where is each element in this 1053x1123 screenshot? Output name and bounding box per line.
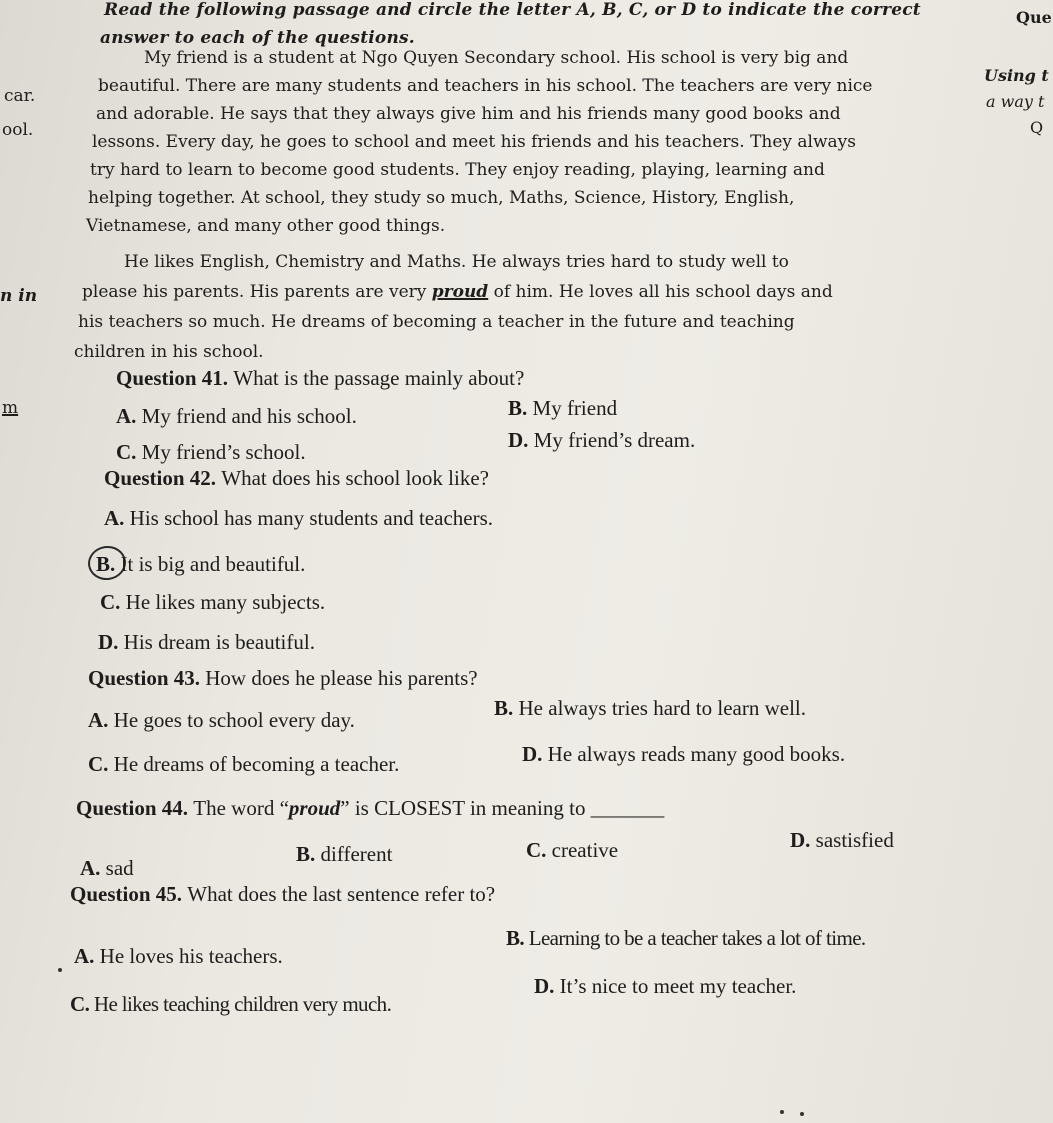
q44-option-b-text: different [320, 842, 393, 866]
q44-option-c-letter: C. [526, 838, 547, 862]
question-43-text: How does he please his parents? [205, 666, 478, 690]
q42-option-a-text: His school has many students and teachers. [129, 506, 494, 530]
question-42-text: What does his school look like? [221, 466, 489, 490]
q44-option-a-letter: A. [80, 856, 101, 880]
passage-line-6: helping together. At school, they study so much, Maths, Science, History, English, [88, 188, 795, 208]
q45-option-d-text: It’s nice to meet my teacher. [559, 974, 797, 998]
question-45-label: Question 45. [70, 882, 183, 906]
question-44-text-post: ” is CLOSEST in meaning to [340, 796, 586, 820]
question-45-text: What does the last sentence refer to? [187, 882, 496, 906]
q45-option-b-letter: B. [506, 926, 525, 950]
q43-option-d-letter: D. [522, 742, 543, 766]
q44-option-c-text: creative [551, 838, 619, 862]
question-44-text-pre: The word “ [193, 796, 289, 820]
stray-dot-mark [58, 968, 62, 972]
q42-option-a[interactable] [104, 506, 493, 531]
q42-option-a-letter: A. [104, 506, 125, 530]
stray-dot-mark-2 [800, 1112, 804, 1116]
instruction-line-2: answer to each of the questions. [100, 28, 415, 48]
q45-option-a-text: He loves his teachers. [99, 944, 283, 968]
passage-line-3: and adorable. He says that they always give him and his friends many good books and [96, 104, 841, 124]
margin-fragment-m: m [2, 398, 19, 418]
passage-line-4: lessons. Every day, he goes to school and meet his friends and his teachers. They always [92, 132, 857, 152]
q45-option-c[interactable] [70, 992, 391, 1017]
margin-fragment-q: Q [1030, 118, 1044, 137]
q45-option-d-letter: D. [534, 974, 555, 998]
q43-option-a[interactable] [88, 708, 355, 733]
q43-option-a-letter: A. [88, 708, 109, 732]
q44-option-d-letter: D. [790, 828, 811, 852]
margin-fragment-car: car. [4, 86, 36, 106]
passage-line-9 [82, 282, 833, 302]
question-41 [116, 366, 524, 391]
passage-line-1: My friend is a student at Ngo Quyen Secondary school. His school is very big and [144, 48, 849, 68]
q41-option-b[interactable] [508, 396, 617, 421]
q41-option-a-text: My friend and his school. [141, 404, 357, 428]
proud-word: proud [431, 282, 489, 302]
instruction-line-1: Read the following passage and circle the letter A, B, C, or D to indicate the correct [104, 0, 921, 20]
q42-option-b[interactable] [96, 552, 305, 577]
passage-line-9-end: of him. He loves all his school days and [493, 282, 833, 302]
margin-fragment-using: Using t [984, 66, 1049, 85]
q43-option-b-text: He always tries hard to learn well. [518, 696, 806, 720]
q42-option-b-letter: B. [96, 552, 116, 576]
margin-fragment-ool: ool. [2, 120, 34, 140]
q43-option-c-letter: C. [88, 752, 109, 776]
q43-option-d[interactable] [522, 742, 845, 767]
q41-option-b-text: My friend [532, 396, 618, 420]
q45-option-a-letter: A. [74, 944, 95, 968]
q41-option-d-text: My friend’s dream. [533, 428, 696, 452]
q41-option-d-letter: D. [508, 428, 529, 452]
q42-option-c-text: He likes many subjects. [125, 590, 326, 614]
q44-option-a[interactable] [80, 856, 134, 881]
q43-option-a-text: He goes to school every day. [113, 708, 355, 732]
q43-option-c[interactable] [88, 752, 399, 777]
question-42-label: Question 42. [104, 466, 217, 490]
q43-option-d-text: He always reads many good books. [547, 742, 846, 766]
q45-option-b[interactable] [506, 926, 866, 951]
q41-option-a[interactable] [116, 404, 357, 429]
q43-option-b[interactable] [494, 696, 806, 721]
question-44 [76, 796, 664, 821]
margin-fragment-que: Que [1016, 8, 1052, 27]
q41-option-c-letter: C. [116, 440, 137, 464]
q42-option-d-letter: D. [98, 630, 119, 654]
q44-option-d[interactable] [790, 828, 894, 853]
passage-line-5: try hard to learn to become good students. They enjoy reading, playing, learning and [90, 160, 825, 180]
q43-option-c-text: He dreams of becoming a teacher. [113, 752, 400, 776]
q44-option-b[interactable] [296, 842, 392, 867]
question-45 [70, 882, 495, 907]
question-44-word: proud [288, 796, 341, 820]
passage-line-10: his teachers so much. He dreams of becoming a teacher in the future and teaching [78, 312, 795, 332]
question-44-label: Question 44. [76, 796, 189, 820]
q45-option-c-text: He likes teaching children very much. [93, 992, 392, 1016]
q42-option-c-letter: C. [100, 590, 121, 614]
question-42 [104, 466, 489, 491]
q41-option-d[interactable] [508, 428, 695, 453]
q44-option-b-letter: B. [296, 842, 316, 866]
question-43 [88, 666, 478, 691]
margin-fragment-a-way: a way t [986, 92, 1045, 111]
question-41-label: Question 41. [116, 366, 229, 390]
q44-option-d-text: sastisfied [815, 828, 894, 852]
stray-dot-mark-3 [780, 1110, 784, 1114]
q41-option-c-text: My friend’s school. [141, 440, 306, 464]
passage-line-7: Vietnamese, and many other good things. [86, 216, 446, 236]
margin-fragment-n-in: n in [0, 286, 38, 306]
passage-line-9-start: please his parents. His parents are very [82, 282, 432, 302]
q42-option-d[interactable] [98, 630, 315, 655]
question-41-text: What is the passage mainly about? [233, 366, 525, 390]
q42-option-d-text: His dream is beautiful. [123, 630, 315, 654]
question-43-label: Question 43. [88, 666, 201, 690]
q45-option-b-text: Learning to be a teacher takes a lot of time. [528, 926, 866, 950]
q45-option-a[interactable] [74, 944, 283, 969]
q44-option-a-text: sad [105, 856, 134, 880]
question-44-blank[interactable]: _______ [590, 796, 665, 820]
q44-option-c[interactable] [526, 838, 618, 863]
q43-option-b-letter: B. [494, 696, 514, 720]
q45-option-c-letter: C. [70, 992, 90, 1016]
q41-option-a-letter: A. [116, 404, 137, 428]
passage-line-11: children in his school. [74, 342, 264, 362]
q42-option-b-text: It is big and beautiful. [120, 552, 306, 576]
q45-option-d[interactable] [534, 974, 796, 999]
q41-option-b-letter: B. [508, 396, 528, 420]
q41-option-c[interactable] [116, 440, 306, 465]
q42-option-c[interactable] [100, 590, 325, 615]
passage-line-2: beautiful. There are many students and teachers in his school. The teachers are very nice [98, 76, 873, 96]
passage-line-8: He likes English, Chemistry and Maths. He always tries hard to study well to [124, 252, 789, 272]
